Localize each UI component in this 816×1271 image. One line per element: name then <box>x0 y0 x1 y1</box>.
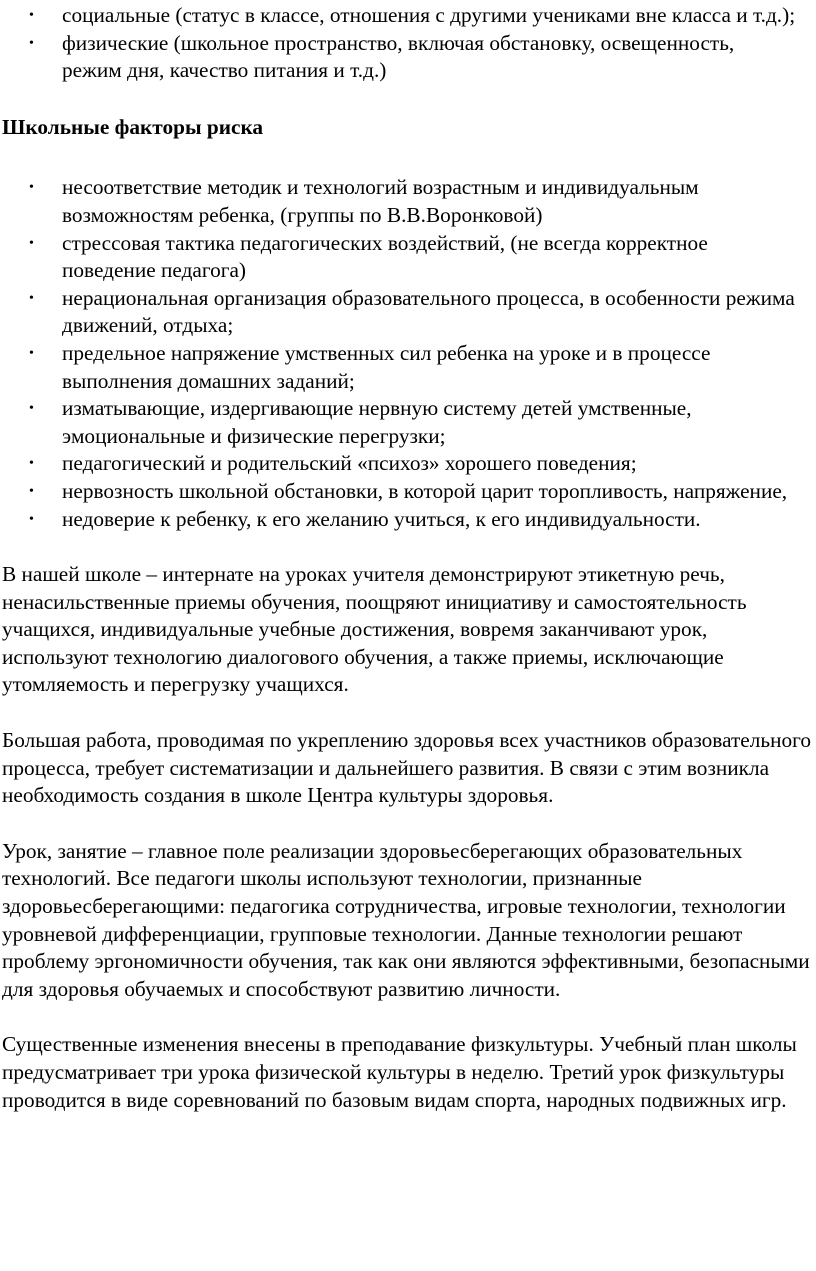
bullet-icon: • <box>29 290 34 306</box>
paragraph-health-center: Большая работа, проводимая по укреплению здоровья всех участников образовательного процесса, требует систематизации и дальнейшего развития. В связи с этим возникла необходимость создания в школе Центра культуры здоровья. <box>2 728 811 808</box>
list-item-text: стрессовая тактика педагогических воздействий, (не всегда корректное поведение педагога) <box>62 230 708 283</box>
paragraph-health-technologies: Урок, занятие – главное поле реализации здоровьесберегающих образовательных технологий. Все педагоги школы используют технологии, признанные здоровьесберегающими: педагогика сотрудничества, игровые технологии, технологии уровневой дифференциации, групповые технологии. Данные технологии решают проблему эргономичности обучения, так как они являются эффективными, безопасными для здоровья обучаемых и способствуют развитию личности. <box>2 838 810 1001</box>
list-item <box>2 30 797 85</box>
list-risk-factors <box>2 174 816 533</box>
paragraph-physical-education: Существенные изменения внесены в преподавание физкультуры. Учебный план школы предусматривает три урока физической культуры в неделю. Третий урок физкультуры проводится в виде соревнований по базовым видам спорта, народных подвижных игр. <box>2 1032 797 1112</box>
list-item <box>2 2 797 30</box>
list-item <box>2 340 797 395</box>
bullet-icon: • <box>29 345 34 361</box>
list-item-text: недоверие к ребенку, к его желанию учиться, к его индивидуальности. <box>62 506 701 531</box>
list-item-text: социальные (статус в классе, отношения с другими учениками вне класса и т.д.); <box>62 3 796 27</box>
bullet-icon: • <box>29 401 34 417</box>
list-item-text: нерациональная организация образовательного процесса, в особенности режима движений, отдыха; <box>62 285 795 338</box>
list-item <box>2 395 797 450</box>
list-item <box>2 174 797 229</box>
list-item-text: предельное напряжение умственных сил ребенка на уроке и в процессе выполнения домашних заданий; <box>62 340 711 393</box>
list-item <box>2 285 797 340</box>
bullet-icon: • <box>29 456 34 472</box>
paragraph-school-lessons: В нашей школе – интернате на уроках учителя демонстрируют этикетную речь, ненасильственные приемы обучения, поощряют инициативу и самостоятельность учащихся, индивидуальные учебные достижения, вовремя заканчивают урок, используют технологию диалогового обучения, а также приемы, исключающие утомляемость и перегрузку учащихся. <box>2 562 747 697</box>
list-item <box>2 506 797 534</box>
list-item-text: несоответствие методик и технологий возрастным и индивидуальным возможностям ребенка, (группы по В.В.Воронковой) <box>62 175 699 227</box>
bullet-icon: • <box>29 8 34 23</box>
bullet-icon: • <box>29 483 34 499</box>
list-factors-continued <box>2 2 816 85</box>
list-item-text: физические (школьное пространство, включая обстановку, освещенность, режим дня, качество питания и т.д.) <box>62 30 735 83</box>
bullet-icon: • <box>29 235 34 251</box>
list-item-text: педагогический и родительский «психоз» хорошего поведения; <box>62 451 637 476</box>
list-item <box>2 450 797 478</box>
bullet-icon: • <box>29 35 34 51</box>
section-heading-risk: Школьные факторы риска <box>2 114 264 139</box>
list-item <box>2 478 797 506</box>
list-item-text: изматывающие, издергивающие нервную систему детей умственные, эмоциональные и физические перегрузки; <box>62 396 692 448</box>
list-item <box>2 230 797 285</box>
list-item-text: нервозность школьной обстановки, в которой царит торопливость, напряжение, <box>62 478 788 503</box>
bullet-icon: • <box>29 180 34 196</box>
bullet-icon: • <box>29 511 34 527</box>
